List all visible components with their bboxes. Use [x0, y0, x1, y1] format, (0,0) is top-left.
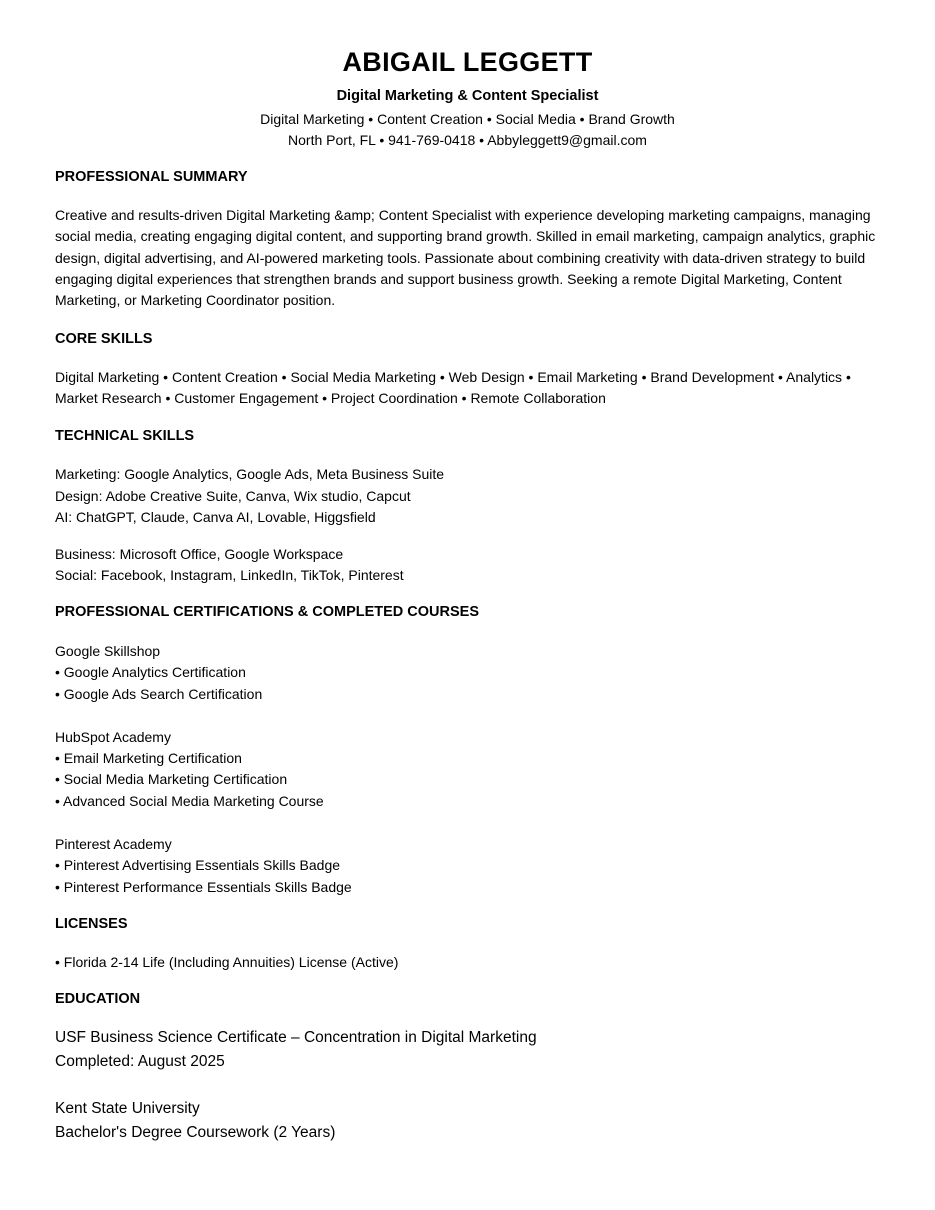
certification-item: • Advanced Social Media Marketing Course: [55, 793, 324, 809]
core-skills-line: Market Research • Customer Engagement • Project Coordination • Remote Collaboration: [55, 390, 606, 406]
education-program: USF Business Science Certificate – Concentration in Digital Marketing: [55, 1029, 537, 1046]
technical-skill-line: Social: Facebook, Instagram, LinkedIn, TikTok, Pinterest: [55, 567, 404, 583]
certification-provider: HubSpot Academy: [55, 729, 171, 745]
certification-item: • Email Marketing Certification: [55, 750, 242, 766]
section-heading-education: EDUCATION: [55, 991, 141, 1007]
certification-item: • Social Media Marketing Certification: [55, 771, 288, 787]
focus-areas: Digital Marketing • Content Creation • Social Media • Brand Growth: [260, 111, 675, 127]
certification-provider: Pinterest Academy: [55, 836, 172, 852]
candidate-title: Digital Marketing & Content Specialist: [336, 88, 599, 104]
summary-text: Creative and results-driven Digital Marketing &amp; Content Specialist with experience developing marketing campaigns, managing social media, creating engaging digital content, and supporting brand growth. Skilled in email marketing, campaign analytics, graphic design, digital advertising, and AI-powered marketing tools. Passionate about combining creativity with data-driven strategy to build engaging digital experiences that strengthen brands and support business growth. Seeking a remote Digital Marketing, Content Marketing, or Marketing Coordinator position.: [55, 207, 876, 309]
section-heading-licenses: LICENSES: [55, 916, 128, 932]
core-skills-line: Digital Marketing • Content Creation • Social Media Marketing • Web Design • Email Marketing • Brand Development • Analytics •: [55, 369, 851, 385]
education-detail: Completed: August 2025: [55, 1053, 225, 1070]
section-heading-core-skills: CORE SKILLS: [55, 331, 153, 347]
certification-item: • Pinterest Performance Essentials Skills Badge: [55, 879, 352, 895]
education-detail: Bachelor's Degree Coursework (2 Years): [55, 1124, 336, 1141]
certification-item: • Pinterest Advertising Essentials Skills Badge: [55, 857, 341, 873]
certification-item: • Google Ads Search Certification: [55, 686, 263, 702]
certification-item: • Google Analytics Certification: [55, 664, 246, 680]
license-item: • Florida 2-14 Life (Including Annuities) License (Active): [55, 954, 399, 970]
education-program: Kent State University: [55, 1100, 200, 1117]
technical-skill-line: AI: ChatGPT, Claude, Canva AI, Lovable, Higgsfield: [55, 509, 376, 525]
technical-skill-line: Design: Adobe Creative Suite, Canva, Wix studio, Capcut: [55, 488, 411, 504]
technical-skill-line: Business: Microsoft Office, Google Workspace: [55, 546, 344, 562]
candidate-name: ABIGAIL LEGGETT: [342, 47, 593, 77]
section-heading-technical-skills: TECHNICAL SKILLS: [55, 428, 195, 444]
section-heading-summary: PROFESSIONAL SUMMARY: [55, 169, 248, 185]
certification-provider: Google Skillshop: [55, 643, 161, 659]
technical-skill-line: Marketing: Google Analytics, Google Ads, Meta Business Suite: [55, 466, 445, 482]
contact-line: North Port, FL • 941-769-0418 • Abbyleggett9@gmail.com: [288, 132, 647, 148]
section-heading-certifications: PROFESSIONAL CERTIFICATIONS & COMPLETED COURSES: [55, 604, 480, 620]
